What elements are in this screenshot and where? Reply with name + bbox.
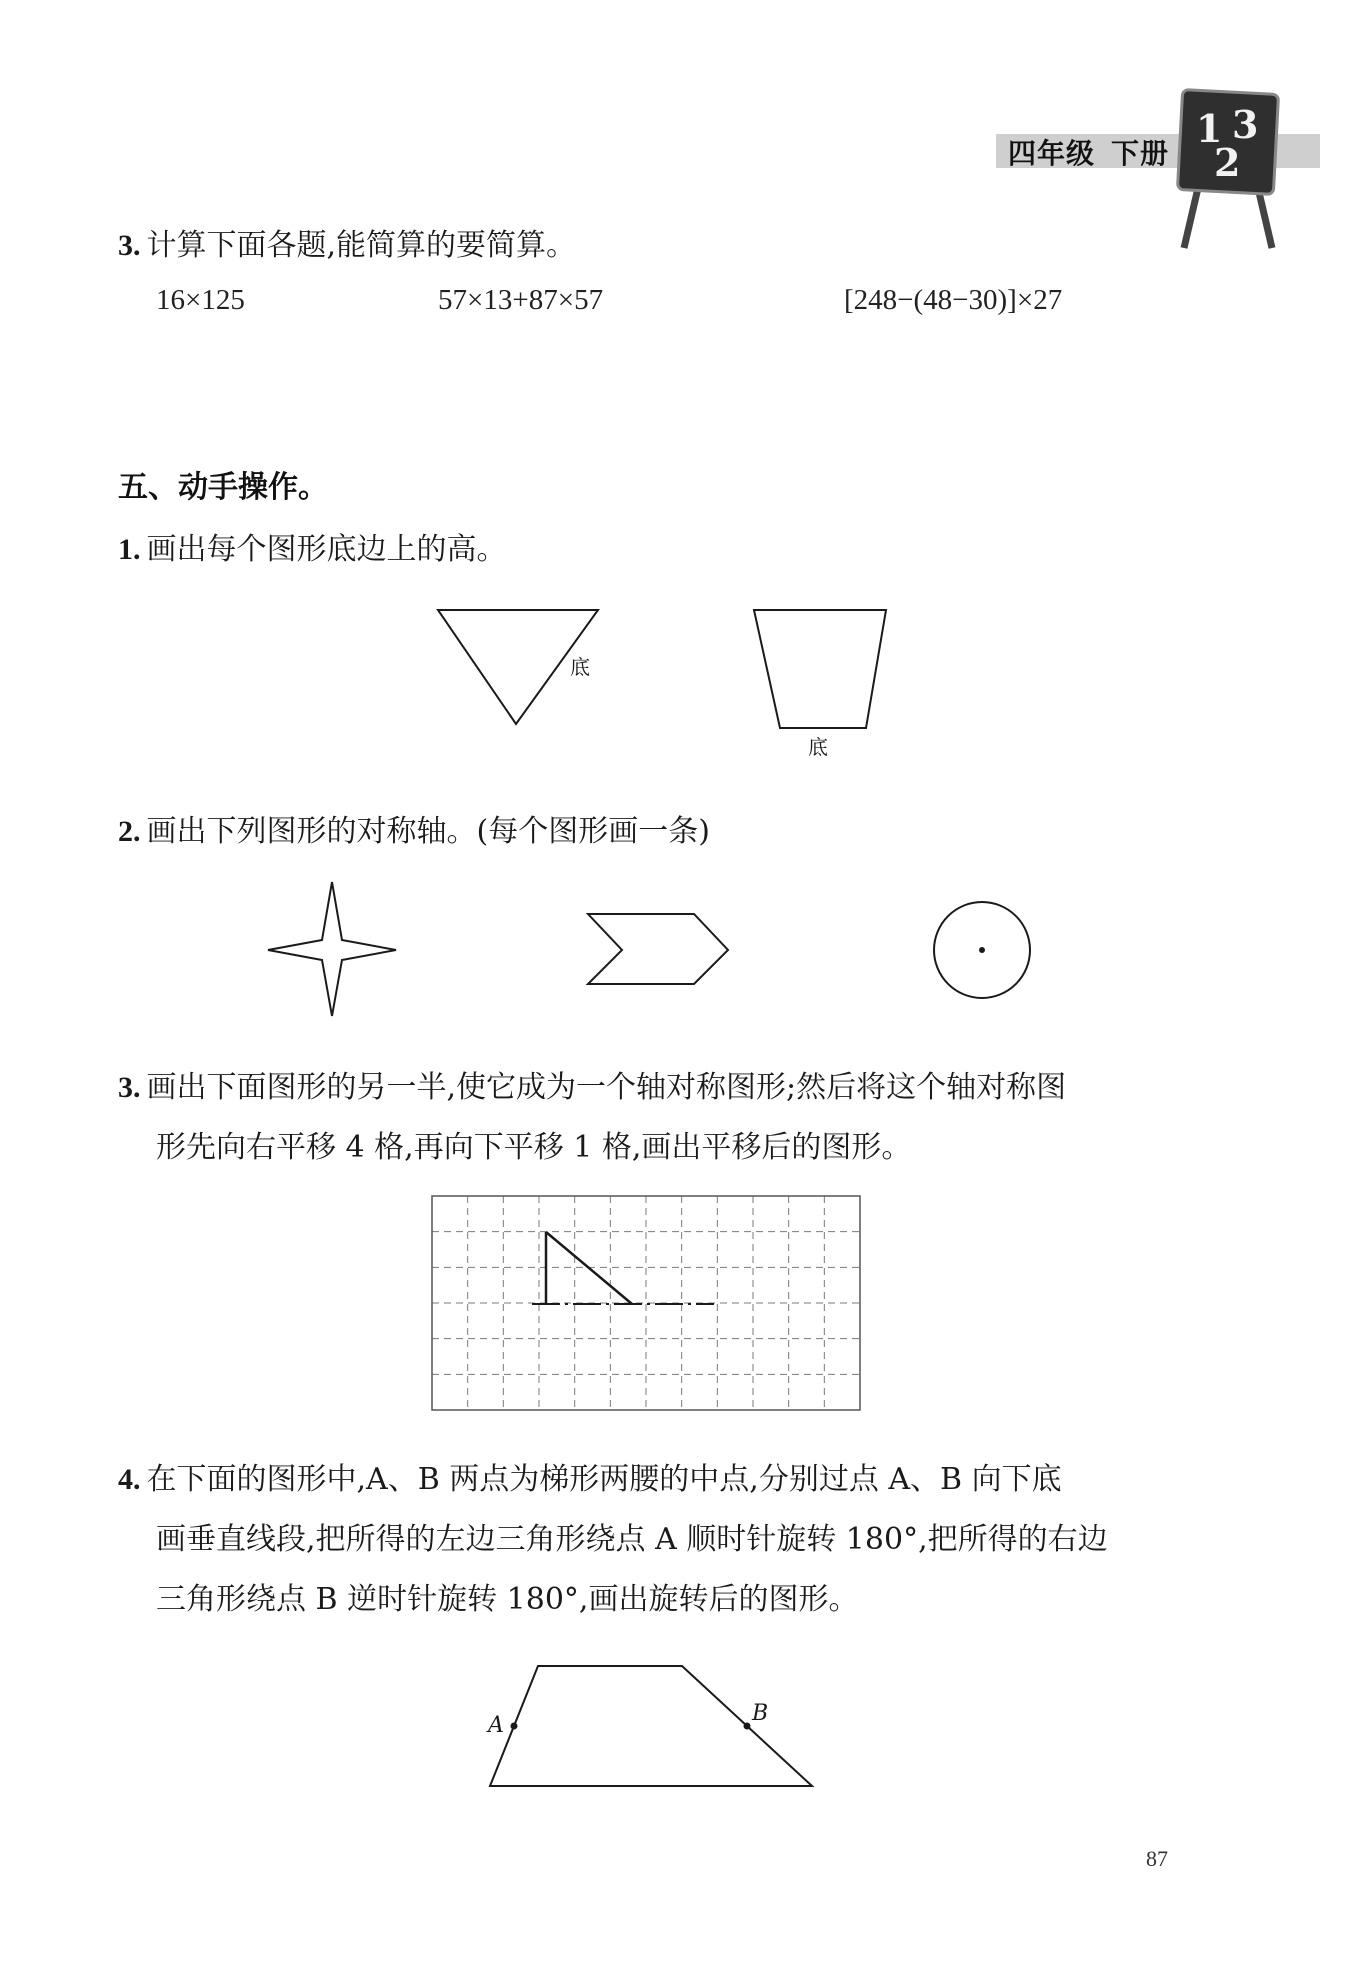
q1-number: 1. bbox=[118, 533, 141, 566]
point-a-dot bbox=[511, 1723, 518, 1730]
q3-grid-figure bbox=[428, 1192, 864, 1416]
point-b-label: B bbox=[752, 1701, 769, 1726]
trapezoid-shape bbox=[754, 610, 886, 728]
q4-text-line3: 三角形绕点 B 逆时针旋转 180°,画出旋转后的图形。 bbox=[156, 1582, 859, 1617]
expression-3: [248−(48−30)]×27 bbox=[844, 284, 1063, 316]
page-number: 87 bbox=[1146, 1846, 1168, 1871]
header-volume: 下册 bbox=[1111, 137, 1170, 170]
q4-question-line1 bbox=[118, 1454, 1062, 1498]
q2-text: 画出下列图形的对称轴。(每个图形画一条) bbox=[146, 814, 710, 849]
triangle-base-label: 底 bbox=[570, 655, 590, 679]
expression-2: 57×13+87×57 bbox=[438, 284, 604, 316]
calc-question-text: 计算下面各题,能简算的要简算。 bbox=[146, 228, 577, 263]
q4-number: 4. bbox=[118, 1463, 141, 1496]
q4-text-line2: 画垂直线段,把所得的左边三角形绕点 A 顺时针旋转 180°,把所得的右边 bbox=[156, 1522, 1108, 1557]
q1-text: 画出每个图形底边上的高。 bbox=[146, 532, 507, 567]
half-shape-hypotenuse bbox=[546, 1232, 632, 1304]
q4-trapezoid-shape bbox=[490, 1666, 812, 1786]
four-point-star-shape bbox=[268, 882, 396, 1016]
point-a-label: A bbox=[488, 1713, 504, 1738]
point-b-dot bbox=[744, 1723, 751, 1730]
circle-center-dot bbox=[979, 947, 985, 953]
blackboard-logo-icon bbox=[1176, 88, 1286, 252]
header-grade: 四年级 bbox=[1008, 137, 1096, 170]
expression-1: 16×125 bbox=[156, 284, 245, 316]
trapezoid-base-label: 底 bbox=[808, 735, 828, 759]
logo-digit-1: 1 bbox=[1196, 106, 1223, 151]
q4-text-line1: 在下面的图形中,A、B 两点为梯形两腰的中点,分别过点 A、B 向下底 bbox=[146, 1462, 1062, 1497]
calc-question-number: 3. bbox=[118, 229, 141, 262]
logo-digit-3: 3 bbox=[1232, 102, 1259, 147]
q1-question bbox=[118, 524, 507, 568]
header-grade-volume bbox=[1008, 132, 1169, 172]
calc-question bbox=[118, 220, 576, 264]
arrow-chevron-shape bbox=[588, 914, 728, 984]
q2-figures bbox=[250, 870, 1050, 1030]
section-title: 五、动手操作。 bbox=[118, 470, 328, 505]
q1-figures bbox=[420, 596, 900, 766]
q2-question bbox=[118, 806, 710, 850]
dashed-grid bbox=[432, 1196, 860, 1410]
q2-number: 2. bbox=[118, 815, 141, 848]
logo-digit-2: 2 bbox=[1214, 140, 1241, 185]
q3-question-line1 bbox=[118, 1062, 1066, 1106]
q3-text-line2: 形先向右平移 4 格,再向下平移 1 格,画出平移后的图形。 bbox=[156, 1130, 912, 1165]
q3-number: 3. bbox=[118, 1071, 141, 1104]
q4-trapezoid-figure bbox=[470, 1652, 830, 1802]
q3-text-line1: 画出下面图形的另一半,使它成为一个轴对称图形;然后将这个轴对称图 bbox=[146, 1070, 1067, 1105]
